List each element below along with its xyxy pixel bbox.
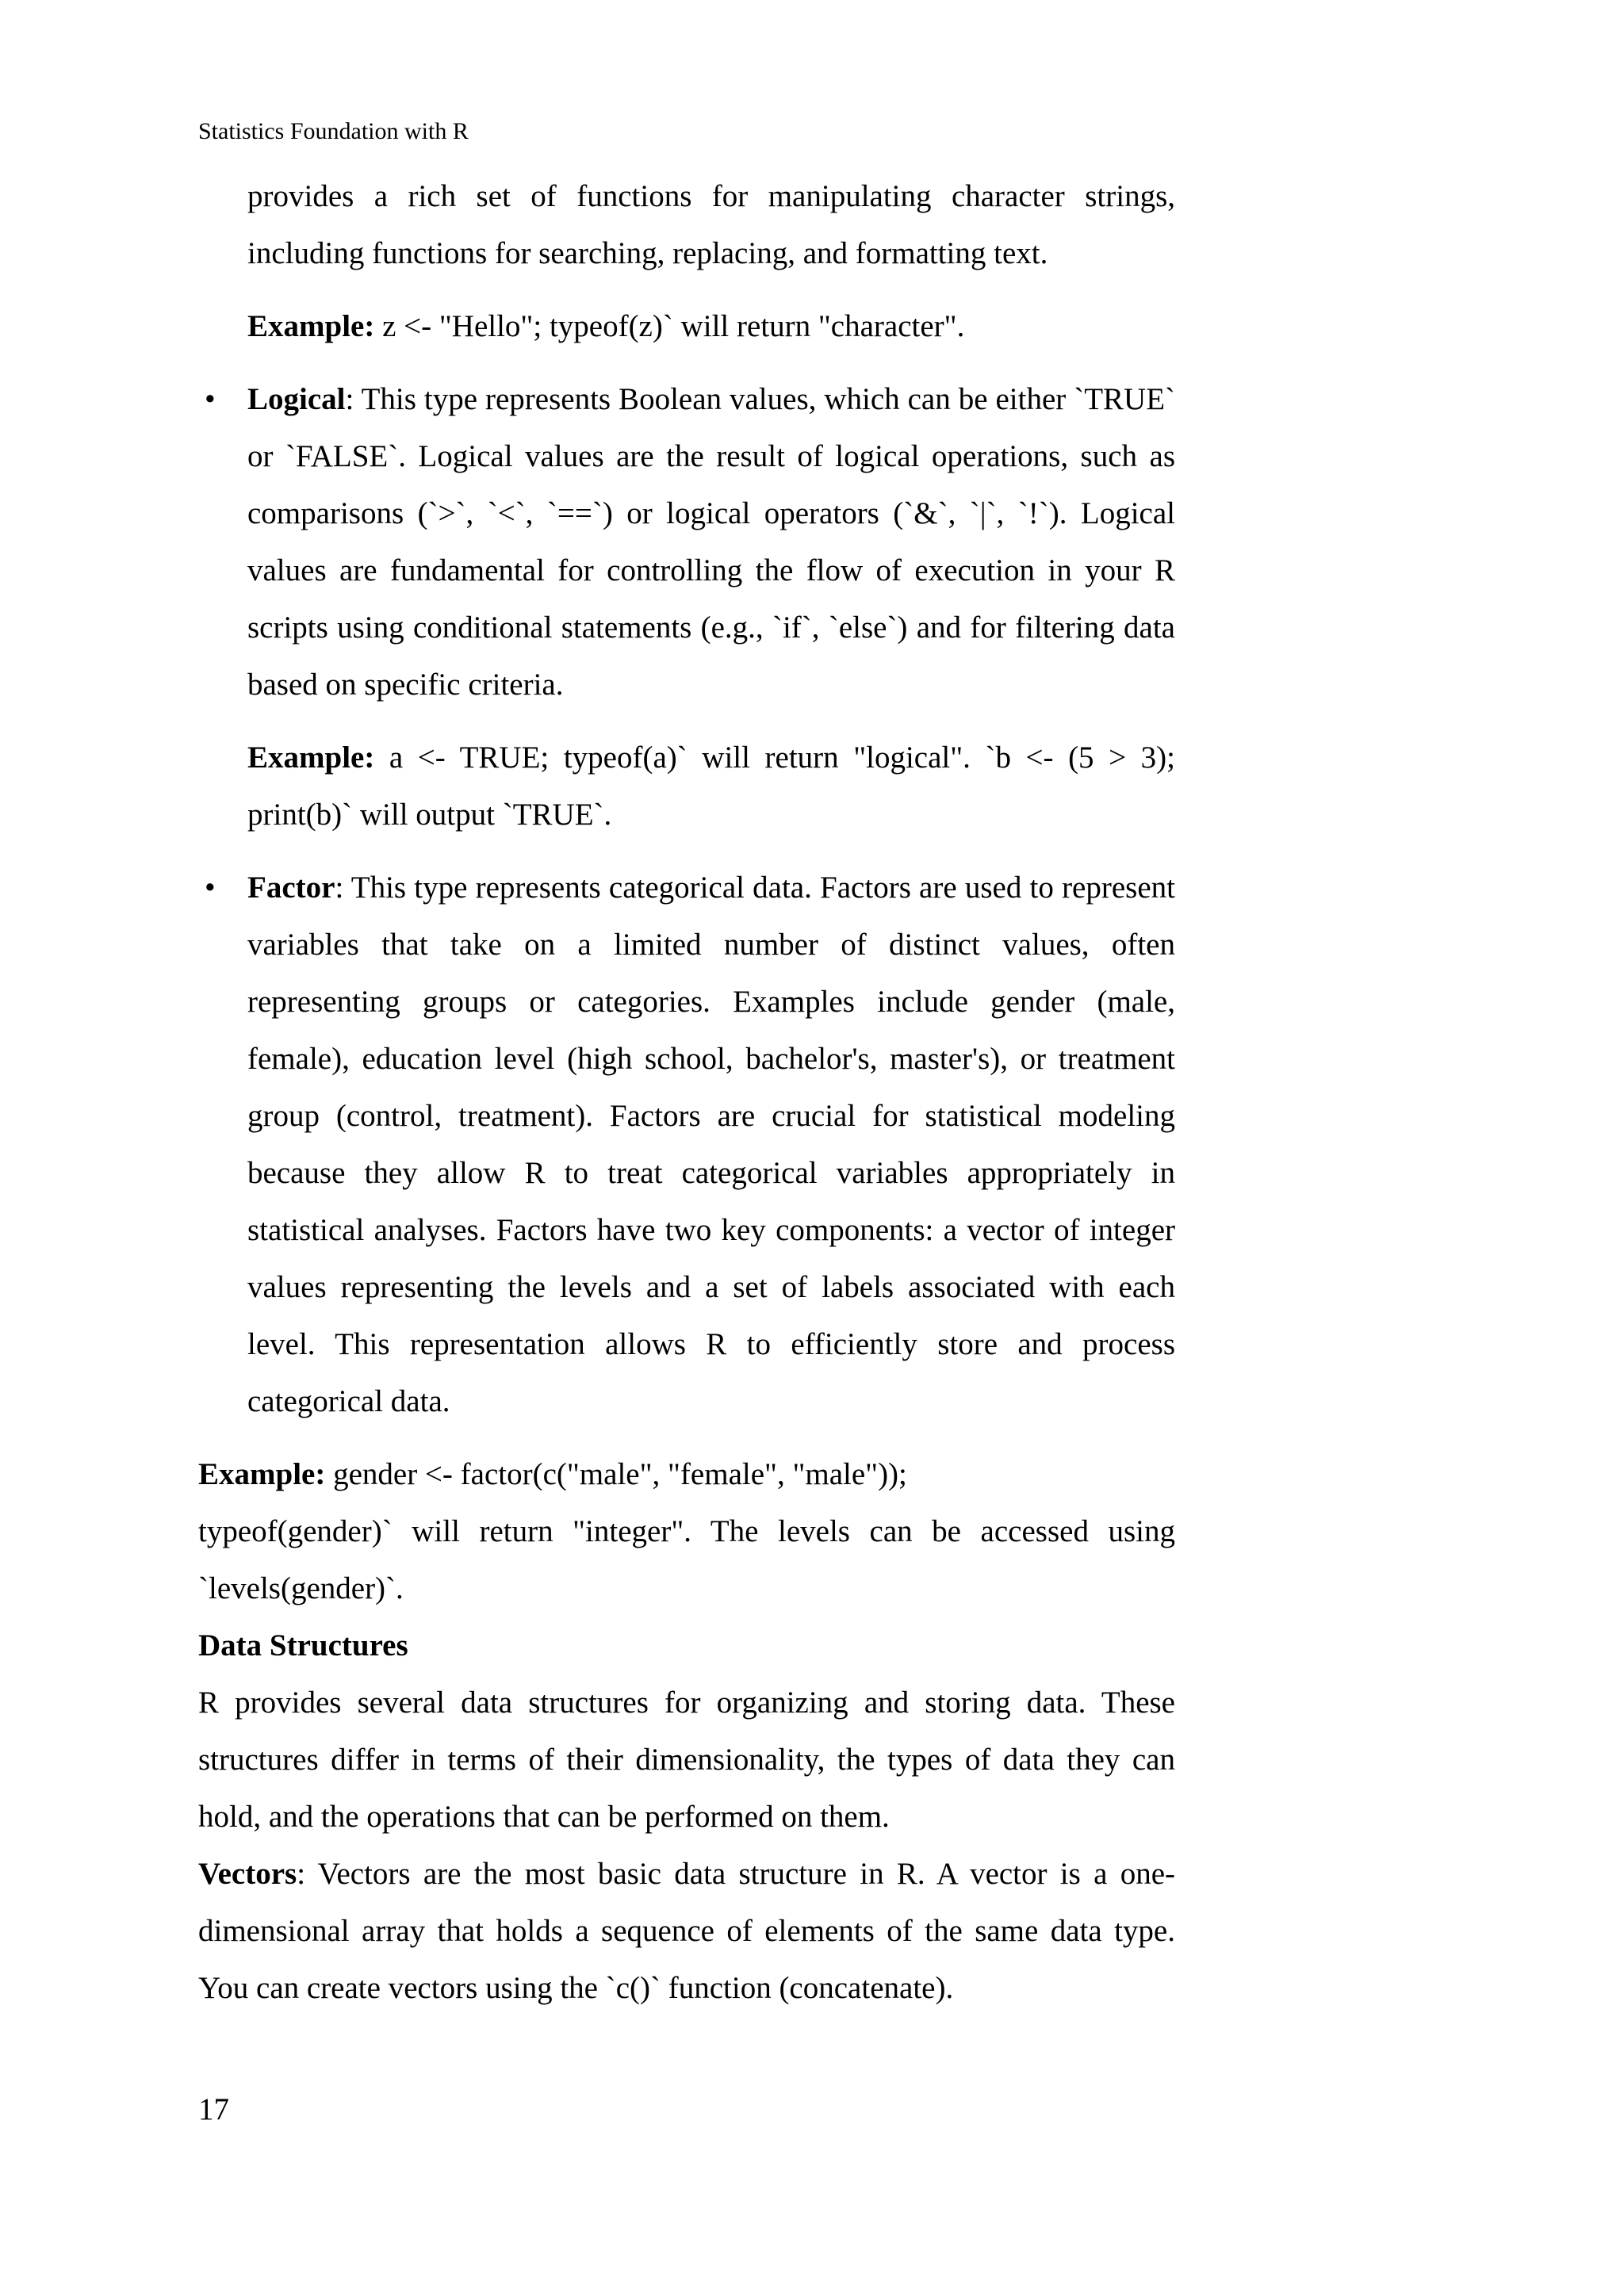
section-heading-data-structures: Data Structures [198,1628,408,1663]
example-label: Example: [198,1457,326,1491]
example-label: Example: [247,740,375,775]
example-text: gender <- factor(c("male", "female", "male")); [325,1457,907,1491]
example-text: a <- TRUE; typeof(a)` will return "logical". `b <- (5 > 3); print(b)` will output `TRUE`. [247,740,1175,832]
factor-body: : This type represents categorical data. Factors are used to represent variables that take on a limited number of distinct values, often representing groups or categories. Examples include gender (male, female), education level (high school, bachelor's, master's), or treatment group (control, treatment). Factors are crucial for statistical modeling because they allow R to treat categorical variables appropriately in statistical analyses. Factors have two key components: a vector of integer values representing the levels and a set of labels associated with each level. This representation allows R to efficiently store and process categorical data. [247,871,1175,1418]
running-head: Statistics Foundation with R [198,118,469,144]
factor-description [247,859,1175,1430]
factor-example-rest: typeof(gender)` will return "integer". The levels can be accessed using `levels(gender)`. [198,1514,1175,1605]
bullet-icon: • [205,871,216,905]
page-body [198,168,1175,2017]
logical-example [247,729,1175,844]
list-item-logical [198,371,1175,844]
logical-body: : This type represents Boolean values, which can be either `TRUE` or `FALSE`. Logical values are the result of logical operations, such as comparisons (`>`, `<`, `==`) or logical operators (`&`, `|`, `!`). Logical values are fundamental for controlling the flow of execution in your R scripts using conditional statements (e.g., `if`, `else`) and for filtering data based on specific criteria. [247,382,1175,702]
term-logical: Logical [247,382,346,416]
example-text: z <- "Hello"; typeof(z)` will return "character". [374,309,965,343]
term-factor: Factor [247,871,335,905]
vectors-body: : Vectors are the most basic data structure in R. A vector is a one-dimensional array that holds a sequence of elements of the same data type. You can create vectors using the `c()` function (concatenate). [198,1857,1175,2005]
example-label: Example: [247,309,375,343]
logical-description [247,371,1175,714]
character-example [198,298,1175,355]
bullet-icon: • [205,382,216,416]
page-number: 17 [198,2092,229,2126]
list-item-factor [198,859,1175,1430]
vectors-description [198,1846,1175,2017]
data-type-list [198,371,1175,1430]
term-vectors: Vectors [198,1857,297,1891]
data-structures-intro: R provides several data structures for organizing and storing data. These structures differ in terms of their dimensionality, the types of data they can hold, and the operations that can be performed on them. [198,1686,1175,1834]
factor-example-line1 [198,1446,1175,1503]
character-type-continuation: provides a rich set of functions for manipulating character strings, including functions for searching, replacing, and formatting text. [247,179,1175,270]
